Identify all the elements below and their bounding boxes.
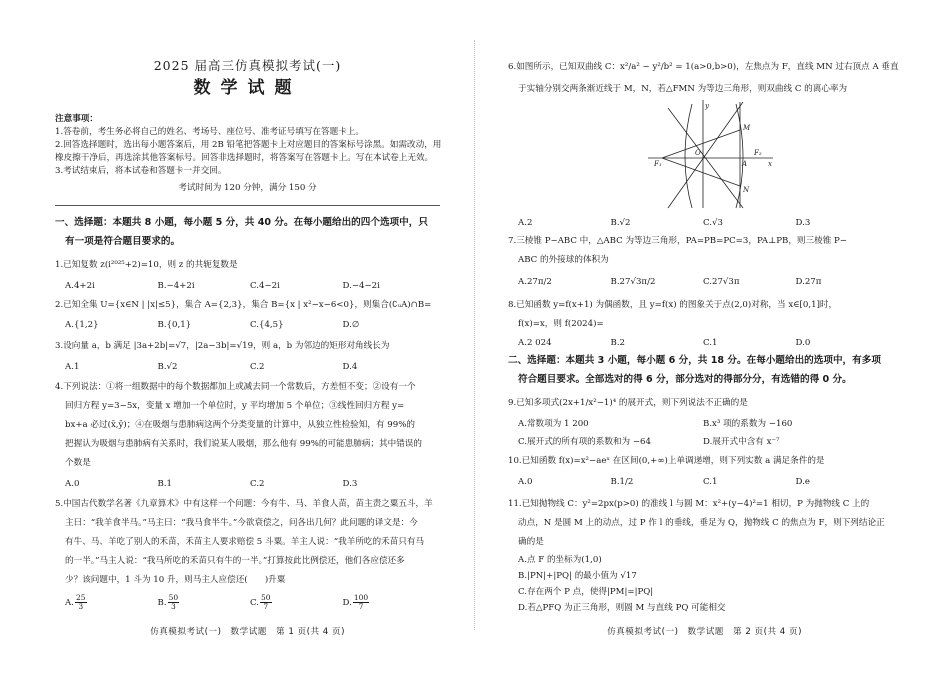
option-a: A.27π/2 <box>518 277 552 287</box>
option-c: C.1 <box>703 338 718 348</box>
option-b: B. $\frac{50}{3}$ <box>157 593 179 611</box>
hyperbola-figure <box>648 100 778 210</box>
option-c: C.√3 <box>703 218 723 228</box>
option-b: B.√2 <box>610 218 631 228</box>
question-5-line: 5.中国古代数学名著《九章算术》中有这样一个问题：今有牛、马、羊食人苗，苗主责之粟五斗，羊 <box>55 499 433 509</box>
option-c: C.{4,5} <box>250 320 284 330</box>
section-1-heading: 一、选择题：本题共 8 小题，每小题 5 分，共 40 分。在每小题给出的四个选项中，只 <box>55 217 428 228</box>
question-4-line: 4.下列说法：①将一组数据中的每个数据都加上或减去同一个常数后，方差恒不变；②设有一个 <box>55 382 416 392</box>
question-6-options <box>518 218 888 229</box>
question-5-line: 主曰：“我羊食半马。”马主曰：“我马食半牛。”今欲衰偿之，问各出几何？此问题的译文是：今 <box>65 518 418 528</box>
label-n: N <box>743 186 750 194</box>
notice-item: 3.考试结束后，将本试卷和答题卡一并交回。 <box>55 166 227 176</box>
subject-title: 数学试题 <box>193 78 302 98</box>
option-a: A.2 <box>518 218 533 228</box>
question-9-options-row1 <box>518 419 888 430</box>
question-9-stem: 9.已知多项式(2x+1/x²−1)⁴ 的展开式，则下列说法不正确的是 <box>508 398 748 408</box>
question-4-line: 回归方程 y=3−5x，变量 x 增加一个单位时，y 平均增加 5 个单位；③线性回归方程 y= <box>65 401 405 411</box>
question-2-options <box>65 320 435 331</box>
option-c: C.2 <box>250 479 265 489</box>
option-a: A.常数项为 1 200 <box>518 419 589 429</box>
option-d: D.3 <box>342 479 358 489</box>
question-2-stem: 2.已知全集 U={x∈N | |x|≤5}，集合 A={2,3}，集合 B={x | x²−x−6<0}，则集合(∁ᵤA)∩B= <box>55 300 432 310</box>
option-c: C.4−2i <box>250 281 280 291</box>
page-divider <box>474 40 475 630</box>
notice-heading: 注意事项： <box>55 114 98 124</box>
option-a: A.点 F 的坐标为(1,0) <box>518 555 602 565</box>
question-1-options <box>65 281 435 292</box>
exam-title: 2025 届高三仿真模拟考试(一) <box>153 58 342 73</box>
section-1-heading-cont: 有一项是符合题目要求的。 <box>65 236 181 247</box>
page-1-footer: 仿真模拟考试(一) 数学试题 第 1 页(共 4 页) <box>150 627 345 637</box>
option-a: A.0 <box>518 477 533 487</box>
question-4-line: 把握认为吸烟与患肺病有关系时，我们说某人吸烟，那么他有 99%的可能患肺病；其中错误的 <box>65 439 422 449</box>
question-11-line: 确的是 <box>518 537 544 547</box>
segment-fm <box>662 130 740 158</box>
question-5-line: 有牛、马、羊吃了别人的禾苗，禾苗主人要求赔偿 5 斗粟。羊主人说：“我羊所吃的禾苗只有马 <box>65 537 425 547</box>
label-y: y <box>705 102 709 110</box>
option-d: D.4 <box>342 362 358 372</box>
question-8-options <box>518 338 888 349</box>
option-d: D.展开式中含有 x⁻⁷ <box>703 437 780 447</box>
label-m: M <box>743 124 751 132</box>
option-c: C.存在两个 P 点，使得|PM|=|PQ| <box>518 587 654 597</box>
question-4-options <box>65 479 435 490</box>
option-b: B.x³ 项的系数为 −160 <box>703 419 793 429</box>
question-7-options <box>518 277 888 288</box>
option-d: D. $\frac{100}{7}$ <box>342 593 369 611</box>
question-10-stem: 10.已知函数 f(x)=x²−aeˣ 在区间(0,+∞)上单调递增，则下列实数 a 满足条件的是 <box>508 456 825 466</box>
question-6-line: 于实轴分别交两条渐近线于 M，N，若△FMN 为等边三角形，则双曲线 C 的离心率为 <box>518 84 848 94</box>
question-8-line: 8.已知函数 y=f(x+1) 为偶函数，且 y=f(x) 的图象关于点(2,0)对称，当 x∈[0,1]时， <box>508 300 838 310</box>
option-d: D.若△PFQ 为正三角形，则圆 M 与直线 PQ 可能相交 <box>518 603 726 613</box>
question-8-line: f(x)=x，则 f(2024)= <box>518 319 604 329</box>
label-f1: F₁ <box>654 160 662 168</box>
hyperbola-right-branch <box>736 104 743 208</box>
option-c: C.1 <box>703 477 718 487</box>
segment-fn <box>662 158 740 186</box>
option-d: D.∅ <box>342 320 360 330</box>
page-2-footer: 仿真模拟考试(一) 数学试题 第 2 页(共 4 页) <box>607 627 802 637</box>
label-f2: F₂ <box>754 149 762 157</box>
question-11-line: 动点，N 是圆 M 上的动点，过 P 作 l 的垂线，垂足为 Q，抛物线 C 的焦点为 F，则下列结论正 <box>518 518 885 528</box>
option-b: B.|PN|+|PQ| 的最小值为 √17 <box>518 571 637 581</box>
label-o: O <box>695 149 701 157</box>
question-6-line: 6.如图所示，已知双曲线 C：x²/a² − y²/b² = 1(a>0,b>0)，左焦点为 F，直线 MN 过右顶点 A 垂直 <box>508 62 899 72</box>
option-b: B.1/2 <box>610 477 634 487</box>
label-x: x <box>768 160 772 168</box>
divider <box>55 205 440 206</box>
label-a: A <box>742 160 748 168</box>
option-a: A.4+2i <box>65 281 95 291</box>
option-a: A.1 <box>65 362 80 372</box>
option-c: C.展开式的所有项的系数和为 −64 <box>518 437 651 447</box>
question-7-line: 7.三棱锥 P−ABC 中，△ABC 为等边三角形，PA=PB=PC=3，PA⊥PB，则三棱锥 P− <box>508 236 848 246</box>
question-5-options <box>65 594 435 611</box>
question-3-stem: 3.设向量 a，b 满足 |3a+2b|=√7，|2a−3b|=√19，则 a，b 为邻边的矩形对角线长为 <box>55 341 390 351</box>
option-a: A.2 024 <box>518 338 552 348</box>
option-d: D.27π <box>795 277 822 287</box>
question-1-stem: 1.已知复数 z(i²⁰²⁵+2)=10，则 z 的共轭复数是 <box>55 260 238 270</box>
question-3-options <box>65 362 435 373</box>
option-b: B.2 <box>610 338 626 348</box>
option-a: A.{1,2} <box>65 320 99 330</box>
option-a: A.0 <box>65 479 80 489</box>
question-9-options-row2 <box>518 437 888 448</box>
option-d: D.3 <box>795 218 811 228</box>
question-5-line: 的一半。”马主人说：“我马所吃的禾苗只有牛的一半。”打算按此比例偿还，他们各应偿还多 <box>65 556 405 566</box>
option-d: D.0 <box>795 338 811 348</box>
option-b: B.{0,1} <box>157 320 192 330</box>
notice-item: 2.回答选择题时，选出每小题答案后，用 2B 铅笔把答题卡上对应题目的答案标号涂黑。如需改动，用 <box>55 140 442 150</box>
question-7-line: ABC 的外接球的体积为 <box>518 255 609 265</box>
question-4-line: bx+a 必过(x̄,ȳ)；④在吸烟与患肺病这两个分类变量的计算中，从独立性检验知，有 99%的 <box>65 420 415 430</box>
hyperbola-left-branch <box>685 104 692 208</box>
question-5-line: 少？该问题中，1 斗为 10 升，则马主人应偿还( )升粟 <box>65 575 286 585</box>
option-a: A. $\frac{25}{3}$ <box>65 593 86 611</box>
question-10-options <box>518 477 888 488</box>
section-2-heading: 二、选择题：本题共 3 小题，每小题 6 分，共 18 分。在每小题给出的选项中，有多项 <box>508 355 881 366</box>
page-2 <box>508 0 901 673</box>
question-4-line: 个数是 <box>65 458 91 468</box>
option-c: C.27√3π <box>703 277 740 287</box>
section-2-heading-cont: 符合题目要求。全部选对的得 6 分，部分选对的得部分分，有选错的得 0 分。 <box>518 374 852 385</box>
page-1 <box>55 0 440 673</box>
option-b: B.−4+2i <box>157 281 195 291</box>
option-b: B.√2 <box>157 362 178 372</box>
option-b: B.1 <box>157 479 173 489</box>
exam-time: 考试时间为 120 分钟，满分 150 分 <box>178 183 317 193</box>
notice-item: 橡皮擦干净后，再选涂其他答案标号。回答非选择题时，将答案写在答题卡上。写在本试卷上无效。 <box>55 153 434 163</box>
option-c: C. $\frac{50}{7}$ <box>250 593 271 611</box>
option-d: D.−4−2i <box>342 281 380 291</box>
question-11-line: 11.已知抛物线 C：y²=2px(p>0) 的准线 l 与圆 M：x²+(y−4)²=1 相切，P 为抛物线 C 上的 <box>508 499 870 509</box>
notice-item: 1.答卷前，考生务必将自己的姓名、考场号、座位号、准考证号填写在答题卡上。 <box>55 127 364 137</box>
option-d: D.e <box>795 477 810 487</box>
asymptote-1 <box>668 102 743 208</box>
option-c: C.2 <box>250 362 265 372</box>
option-b: B.27√3π/2 <box>610 277 656 287</box>
